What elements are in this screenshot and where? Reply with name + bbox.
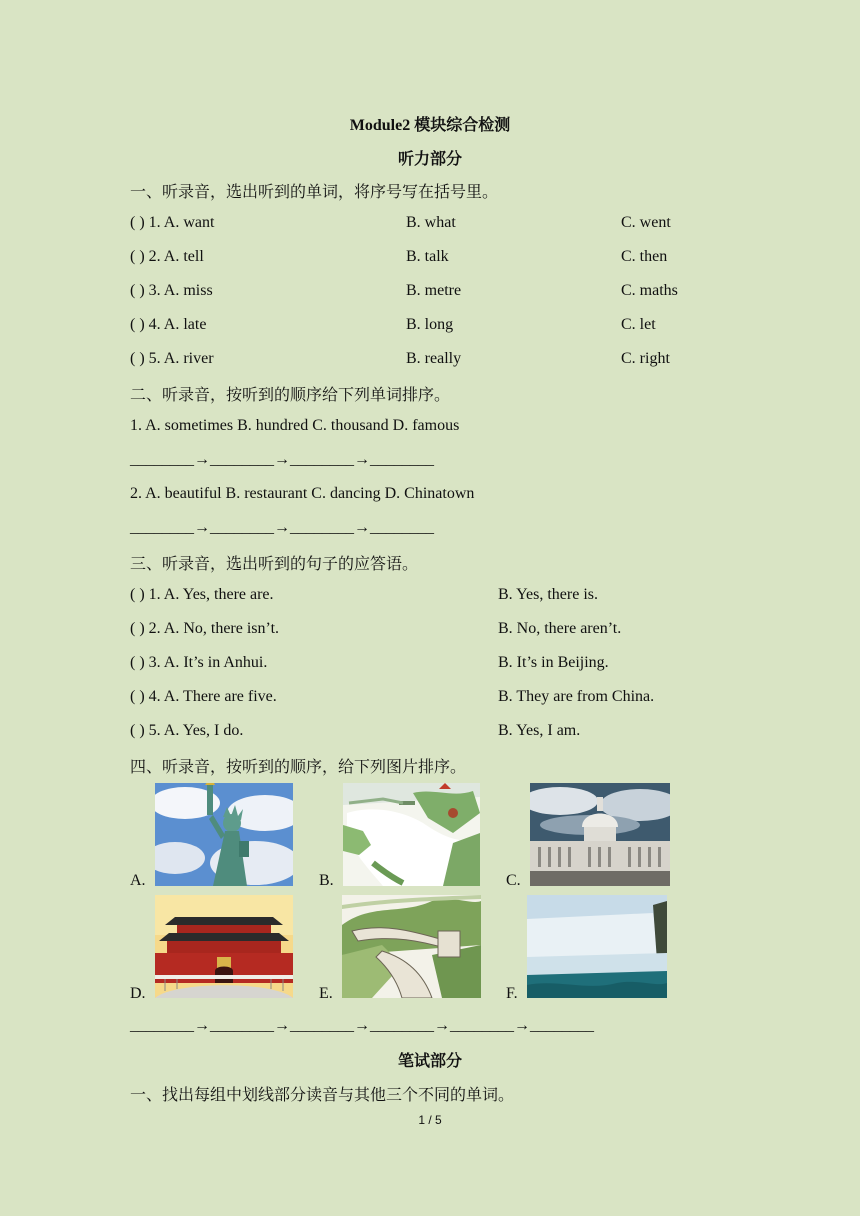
picture-label-e: E. [319, 985, 333, 1002]
picture-label-f: F. [506, 985, 518, 1002]
great-wall-image [342, 895, 481, 998]
statue-of-liberty-image [155, 783, 293, 886]
waterfall-image [527, 895, 667, 998]
part1-item-4-b: B. long [406, 316, 454, 333]
part1-item-4-a: ( ) 4. A. late [130, 316, 207, 333]
tiananmen-image [155, 895, 293, 998]
part1-item-2-c: C. then [621, 248, 668, 265]
part1-instruction: 一、听录音，选出听到的单词，将序号写在括号里。 [130, 184, 499, 201]
part3-item-2-b: B. No, there aren’t. [498, 620, 622, 637]
part2-instruction: 二、听录音，按听到的顺序给下列单词排序。 [130, 387, 451, 404]
part2-answer-blanks-2[interactable]: ________→________→________→________ [130, 519, 434, 536]
part3-item-3-b: B. It’s in Beijing. [498, 654, 609, 671]
part1-item-1-b: B. what [406, 214, 456, 231]
part3-item-1-a: ( ) 1. A. Yes, there are. [130, 586, 274, 603]
part1-item-3-b: B. metre [406, 282, 462, 299]
part1-item-1-a: ( ) 1. A. want [130, 214, 215, 231]
part3-item-3-a: ( ) 3. A. It’s in Anhui. [130, 654, 268, 671]
capitol-building-image [530, 783, 670, 886]
part1-item-4-c: C. let [621, 316, 656, 333]
page-number: 1 / 5 [418, 1113, 442, 1127]
part2-question-2: 2. A. beautiful B. restaurant C. dancing D. Chinatown [130, 485, 475, 502]
part2-answer-blanks-1[interactable]: ________→________→________→________ [130, 451, 434, 468]
part3-item-4-a: ( ) 4. A. There are five. [130, 688, 277, 705]
part3-instruction: 三、听录音，选出听到的句子的应答语。 [130, 556, 419, 573]
part1-item-2-a: ( ) 2. A. tell [130, 248, 204, 265]
picture-label-c: C. [506, 872, 521, 889]
part3-item-4-b: B. They are from China. [498, 688, 655, 705]
written-part1-instruction: 一、找出每组中划线部分读音与其他三个不同的单词。 [130, 1087, 515, 1104]
picture-label-a: A. [130, 872, 146, 889]
part1-item-5-c: C. right [621, 350, 670, 367]
picture-label-b: B. [319, 872, 334, 889]
part3-item-1-b: B. Yes, there is. [498, 586, 599, 603]
part1-item-5-a: ( ) 5. A. river [130, 350, 214, 367]
lake-park-map-image [343, 783, 480, 886]
part1-item-5-b: B. really [406, 350, 462, 367]
part3-item-2-a: ( ) 2. A. No, there isn’t. [130, 620, 280, 637]
part3-item-5-a: ( ) 5. A. Yes, I do. [130, 722, 244, 739]
part1-item-3-a: ( ) 3. A. miss [130, 282, 213, 299]
part1-item-1-c: C. went [621, 214, 671, 231]
part1-item-2-b: B. talk [406, 248, 449, 265]
picture-label-d: D. [130, 985, 146, 1002]
part3-item-5-b: B. Yes, I am. [498, 722, 581, 739]
part4-answer-blanks[interactable]: ________→________→________→________→________→________ [130, 1017, 594, 1034]
page-title: Module2 模块综合检测 [349, 117, 511, 134]
written-header: 笔试部分 [397, 1053, 462, 1070]
part2-question-1: 1. A. sometimes B. hundred C. thousand D. famous [130, 417, 460, 434]
part1-item-3-c: C. maths [621, 282, 678, 299]
part4-instruction: 四、听录音，按听到的顺序，给下列图片排序。 [130, 759, 467, 776]
listening-header: 听力部分 [397, 151, 462, 168]
